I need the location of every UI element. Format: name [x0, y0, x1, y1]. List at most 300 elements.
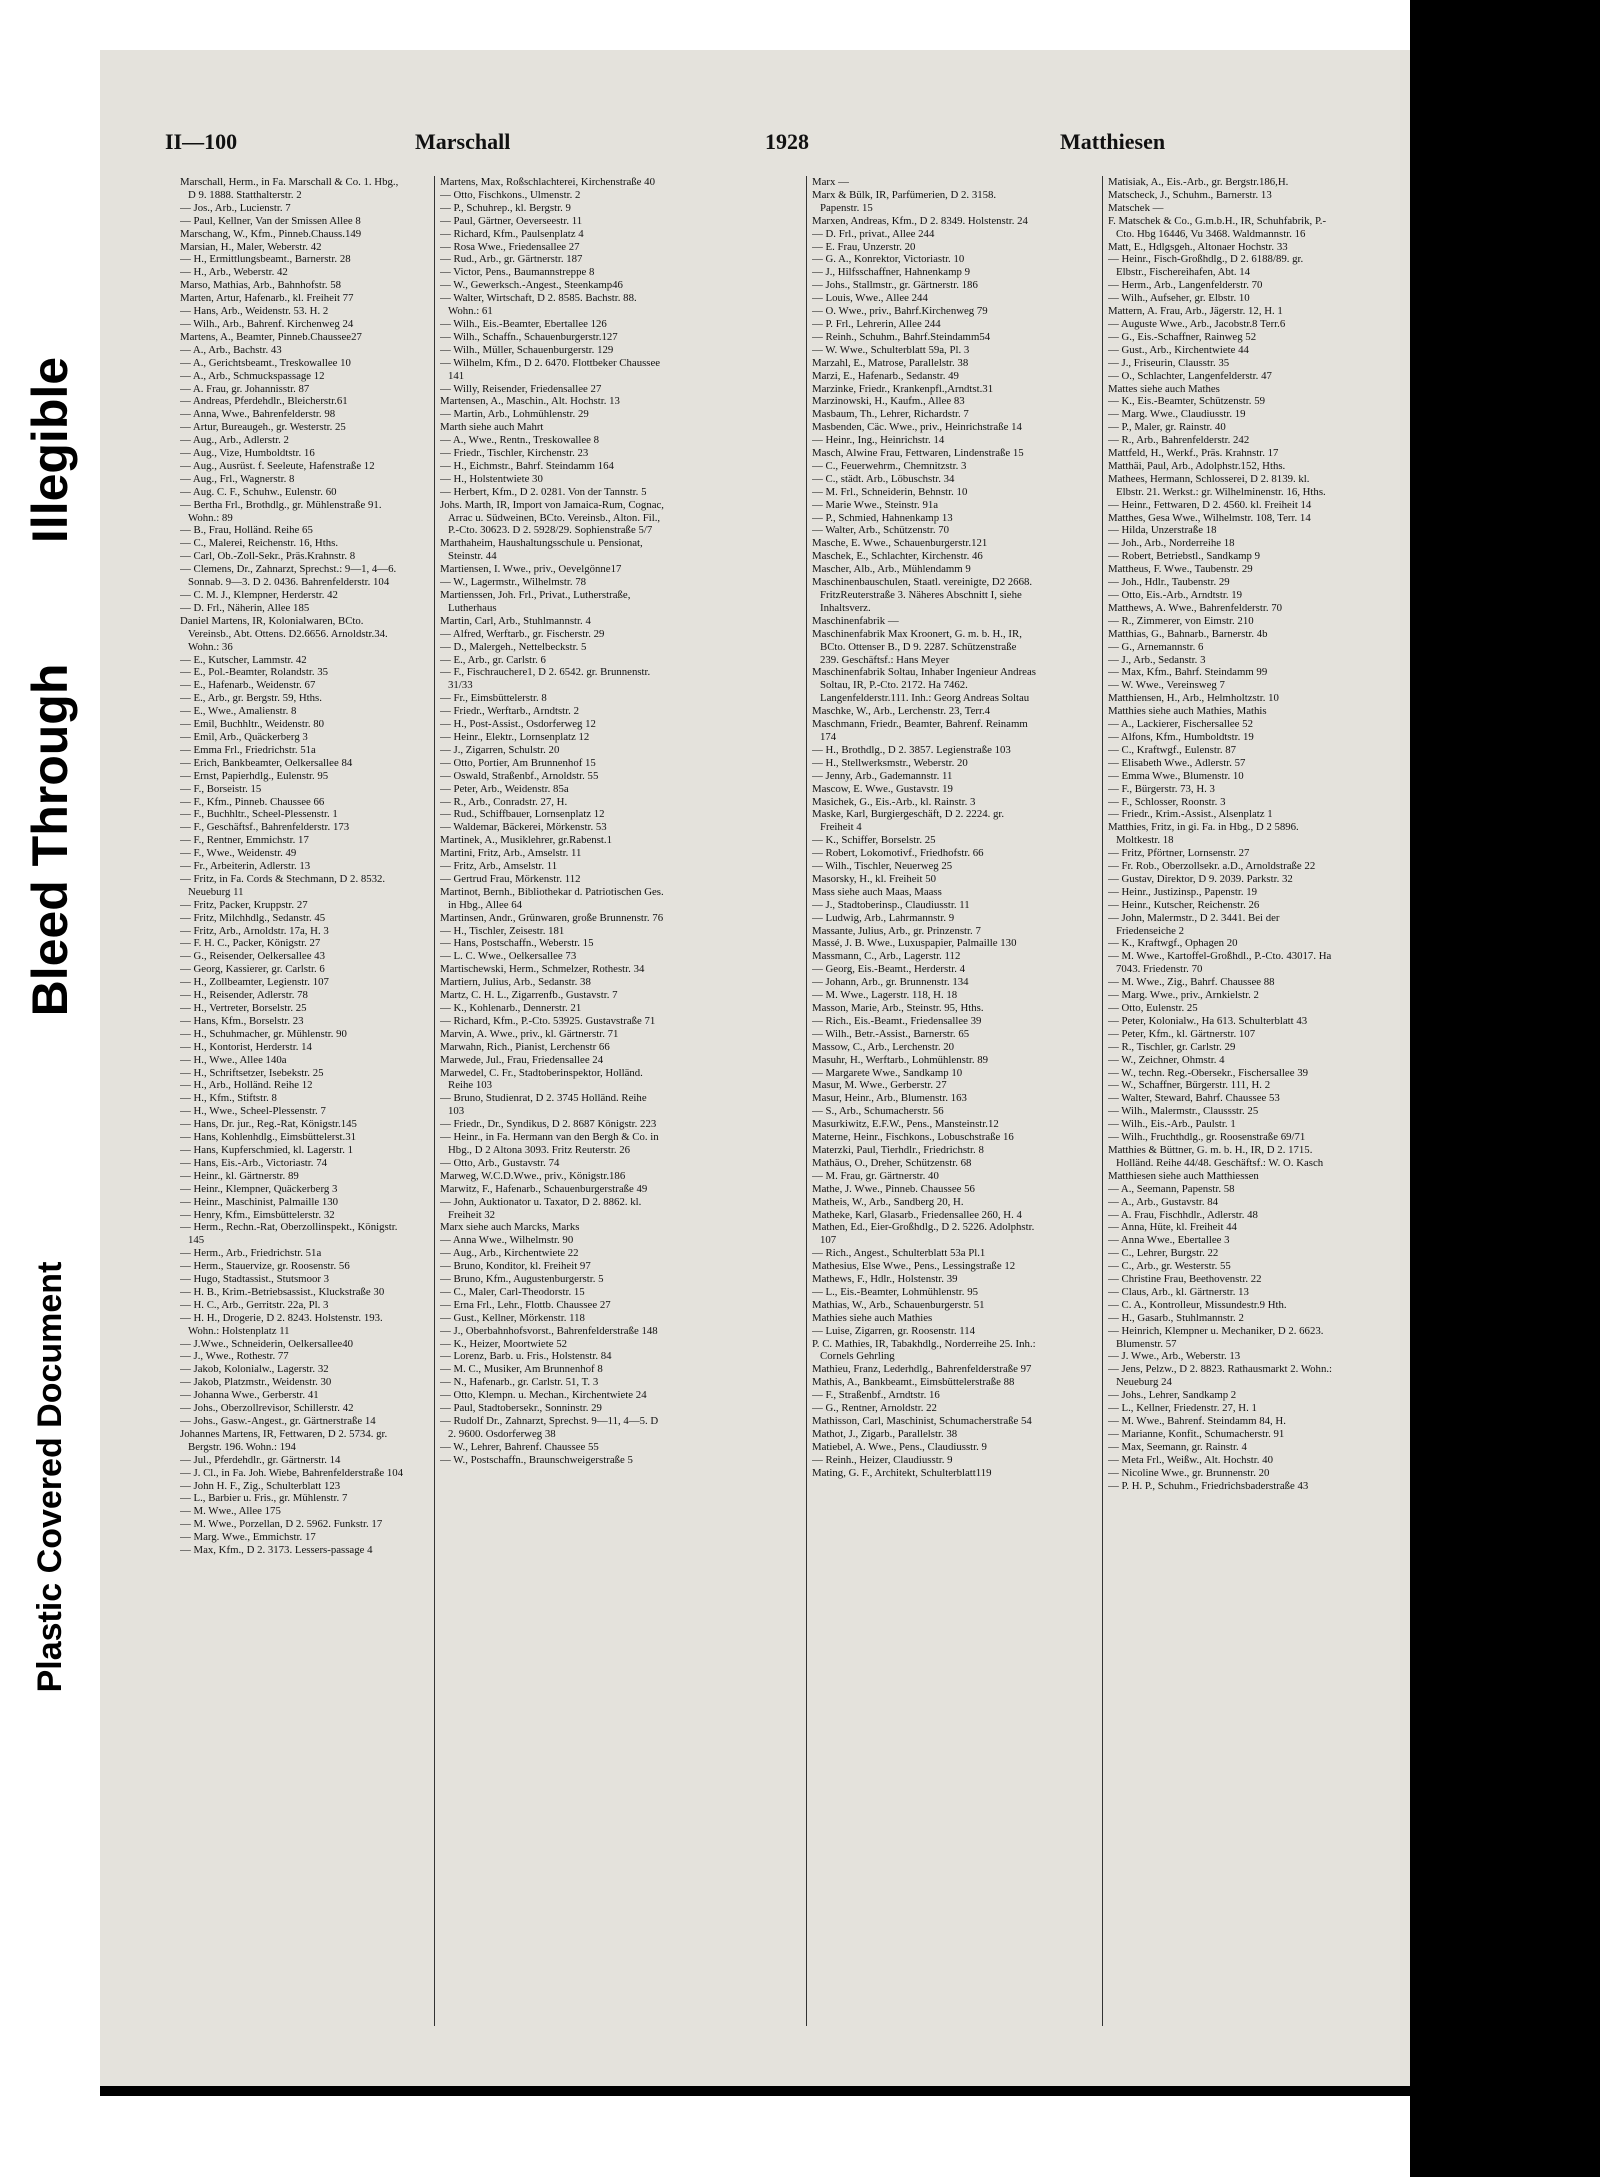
- directory-entry: — Fr., Arbeiterin, Adlerstr. 13: [180, 860, 311, 873]
- directory-entry: Massante, Julius, Arb., gr. Prinzenstr. 7: [812, 924, 981, 937]
- directory-entry: — Aug. C. F., Schuhw., Eulenstr. 60: [180, 485, 337, 498]
- directory-entry: Mass siehe auch Maas, Maass: [812, 885, 942, 898]
- directory-entry: — F., Rentner, Emmichstr. 17: [180, 834, 309, 847]
- directory-entry: — D. Frl., privat., Allee 244: [812, 227, 935, 240]
- directory-entry: — M. Wwe., Bahrenf. Steindamm 84, H.: [1108, 1415, 1286, 1427]
- directory-entry: — E., Wwe., Amalienstr. 8: [180, 705, 297, 718]
- directory-entry: — M. Frl., Schneiderin, Behnstr. 10: [812, 485, 968, 498]
- directory-entry: — Hilda, Unzerstraße 18: [1108, 524, 1217, 537]
- directory-entry: — F., Borseistr. 15: [180, 782, 262, 795]
- directory-entry: — M. Frau, gr. Gärtnerstr. 40: [812, 1169, 939, 1182]
- directory-entry: — E., Pol.-Beamter, Rolandstr. 35: [180, 666, 329, 679]
- directory-entry: Matisiak, A., Eis.-Arb., gr. Bergstr.186,H.: [1108, 176, 1289, 188]
- directory-entry: — Wilh., Müller, Schauenburgerstr. 129: [440, 343, 614, 356]
- directory-entry: — Johs., Oberzollrevisor, Schillerstr. 42: [180, 1402, 354, 1415]
- directory-entry: — W., Zeichner, Ohmstr. 4: [1108, 1053, 1225, 1066]
- directory-entry: — Otto, Klempn. u. Mechan., Kirchentwiete 24: [440, 1389, 647, 1402]
- directory-entry: — Hans, Kfm., Borselstr. 23: [180, 1014, 304, 1027]
- directory-entry: — Friedr., Dr., Syndikus, D 2. 8687 Königstr. 223: [440, 1118, 657, 1131]
- directory-entry: — H., Arb., Holländ. Reihe 12: [180, 1079, 313, 1092]
- directory-entry: — Willy, Reisender, Friedensallee 27: [440, 382, 602, 395]
- directory-entry: — Wilh., Eis.-Beamter, Ebertallee 126: [440, 317, 607, 330]
- directory-entry: — H., Wwe., Scheel-Plessenstr. 7: [180, 1105, 326, 1118]
- directory-entry: Matiebel, A. Wwe., Pens., Claudiusstr. 9: [812, 1440, 987, 1453]
- directory-entry: — Heinr., Justizinsp., Papenstr. 19: [1108, 885, 1258, 898]
- directory-entry: Martens, A., Beamter, Pinneb.Chaussee27: [180, 330, 362, 343]
- directory-entry: — R., Zimmerer, von Eimstr. 210: [1108, 614, 1254, 627]
- column-divider: [806, 176, 807, 2026]
- directory-entry: — C., Kraftwgf., Eulenstr. 87: [1108, 743, 1237, 756]
- directory-entry: — H., Post-Assist., Osdorferweg 12: [440, 718, 596, 731]
- directory-entry: Mascow, E. Wwe., Gustavstr. 19: [812, 782, 953, 795]
- directory-entry: — Marg. Wwe., Emmichstr. 17: [180, 1531, 316, 1544]
- directory-entry: — H., Schuhmacher, gr. Mühlenstr. 90: [180, 1027, 347, 1040]
- directory-entry: — Anna Wwe., Wilhelmstr. 90: [440, 1234, 574, 1247]
- directory-entry: — Bertha Frl., Brothdlg., gr. Mühlenstraße 91. Wohn.: 89: [180, 498, 382, 524]
- directory-entry: — Martin, Arb., Lohmühlenstr. 29: [440, 408, 589, 421]
- directory-entry: Maschek, E., Schlachter, Kirchenstr. 46: [812, 550, 983, 563]
- directory-entry: Maschinenfabrik Max Kroonert, G. m. b. H., IR, BCto. Ottenser B., D 9. 2287. Schützenstraße 239. Geschäftsf.: Hans Meyer: [812, 627, 1022, 666]
- directory-entry: — G., Arnemannstr. 6: [1108, 640, 1204, 653]
- directory-entry: — Johann, Arb., gr. Brunnenstr. 134: [812, 976, 969, 989]
- directory-entry: — H. C., Arb., Gerritstr. 22a, Pl. 3: [180, 1298, 329, 1311]
- directory-entry: — Fritz, Milchhdlg., Sedanstr. 45: [180, 911, 326, 924]
- directory-entry: — A., Seemann, Papenstr. 58: [1108, 1182, 1235, 1195]
- directory-entry: Massmann, C., Arb., Lagerstr. 112: [812, 950, 961, 963]
- header-year: 1928: [765, 129, 809, 154]
- directory-entry: Mascher, Alb., Arb., Mühlendamm 9: [812, 563, 971, 576]
- directory-entry: — J. Wwe., Arb., Weberstr. 13: [1108, 1350, 1241, 1363]
- directory-entry: — Max, Seemann, gr. Rainstr. 4: [1108, 1440, 1247, 1453]
- directory-column-3: [812, 176, 1037, 2036]
- directory-entry: F. Matschek & Co., G.m.b.H., IR, Schuhfabrik, P.-Cto. Hbg 16446, Vu 3468. Waldmannstr. 16: [1108, 214, 1327, 240]
- directory-entry: — Hans, Arb., Weidenstr. 53. H. 2: [180, 305, 329, 318]
- directory-entry: Mattern, A. Frau, Arb., Jägerstr. 12, H. 1: [1108, 305, 1283, 318]
- directory-entry: — John, Auktionator u. Taxator, D 2. 8862. kl. Freiheit 32: [440, 1195, 642, 1221]
- directory-entry: — Artur, Bureaugeh., gr. Westerstr. 25: [180, 421, 346, 434]
- directory-entry: — M. Wwe., Zig., Bahrf. Chaussee 88: [1108, 976, 1275, 989]
- directory-entry: — G., Rentner, Arnoldstr. 22: [812, 1402, 937, 1415]
- directory-entry: — Heinr., Klempner, Quäckerberg 3: [180, 1182, 338, 1195]
- directory-entry: Marzinke, Friedr., Krankenpfl.,Arndtst.31: [812, 382, 994, 395]
- directory-entry: — H., Holstentwiete 30: [440, 472, 543, 485]
- directory-entry: Martienssen, Joh. Frl., Privat., Lutherstraße, Lutherhaus: [440, 589, 631, 614]
- directory-entry: Matschek —: [1108, 201, 1164, 214]
- directory-entry: — A., Lackierer, Fischersallee 52: [1108, 718, 1253, 731]
- directory-entry: — E., Arb., gr. Bergstr. 59, Hths.: [180, 692, 322, 705]
- directory-entry: — Gust., Arb., Kirchentwiete 44: [1108, 343, 1249, 356]
- directory-entry: — H., Wwe., Allee 140a: [180, 1053, 287, 1066]
- directory-entry: — Herm., Arb., Langenfelderstr. 70: [1108, 279, 1263, 292]
- directory-entry: — Lorenz, Barb. u. Fris., Holstenstr. 84: [440, 1350, 612, 1363]
- directory-entry: — Gust., Kellner, Mörkenstr. 118: [440, 1311, 585, 1324]
- directory-entry: — Herm., Stauervize, gr. Roosenstr. 56: [180, 1260, 350, 1273]
- directory-entry: — Georg, Kassierer, gr. Carlstr. 6: [180, 963, 325, 976]
- directory-entry: Materne, Heinr., Fischkons., Lobuschstraße 16: [812, 1131, 1014, 1144]
- directory-entry: — Emil, Arb., Quäckerberg 3: [180, 730, 308, 743]
- directory-entry: Matthews, A. Wwe., Bahrenfelderstr. 70: [1108, 601, 1283, 614]
- directory-entry: — Fr., Eimsbüttelerstr. 8: [440, 692, 547, 705]
- directory-entry: — D., Malergeh., Nettelbeckstr. 5: [440, 640, 587, 653]
- directory-entry: — Jakob, Kolonialw., Lagerstr. 32: [180, 1363, 329, 1376]
- directory-entry: — John, Malermstr., D 2. 3441. Bei der Friedenseiche 2: [1108, 911, 1280, 937]
- directory-entry: Mathis, A., Bankbeamt., Eimsbüttelerstraße 88: [812, 1376, 1015, 1389]
- directory-entry: — Aug., Ausrüst. f. Seeleute, Hafenstraße 12: [180, 459, 375, 472]
- directory-entry: — W. Wwe., Vereinsweg 7: [1108, 679, 1225, 692]
- directory-entry: — Hans, Eis.-Arb., Victoriastr. 74: [180, 1156, 327, 1169]
- directory-entry: — Jul., Pferdehdlr., gr. Gärtnerstr. 14: [180, 1453, 341, 1466]
- directory-entry: Matthias, G., Bahnarb., Barnerstr. 4b: [1108, 627, 1268, 640]
- directory-entry: Mathews, F., Hdlr., Holstenstr. 39: [812, 1273, 958, 1286]
- directory-entry: — Anna Wwe., Ebertallee 3: [1108, 1234, 1230, 1247]
- directory-entry: — A., Gerichtsbeamt., Treskowallee 10: [180, 356, 351, 369]
- directory-entry: — Jos., Arb., Lucienstr. 7: [180, 201, 291, 214]
- directory-entry: — Waldemar, Bäckerei, Mörkenstr. 53: [440, 821, 607, 834]
- directory-entry: — A., Wwe., Rentn., Treskowallee 8: [440, 434, 600, 447]
- directory-entry: — J., Oberbahnhofsvorst., Bahrenfelderstraße 148: [440, 1324, 658, 1337]
- directory-entry: — H. B., Krim.-Betriebsassist., Kluckstraße 30: [180, 1285, 385, 1298]
- directory-entry: Masch, Alwine Frau, Fettwaren, Lindenstraße 15: [812, 447, 1024, 460]
- directory-entry: Mathesius, Else Wwe., Pens., Lessingstraße 12: [812, 1260, 1016, 1273]
- directory-entry: — F., Fischrauchere1, D 2. 6542. gr. Brunnenstr. 31/33: [440, 666, 651, 692]
- directory-entry: — L., Barbier u. Fris., gr. Mühlenstr. 7: [180, 1492, 348, 1505]
- directory-entry: — E., Hafenarb., Weidenstr. 67: [180, 679, 316, 692]
- directory-entry: — F., Geschäftsf., Bahrenfelderstr. 173: [180, 821, 350, 834]
- directory-entry: — Robert, Lokomotivf., Friedhofstr. 66: [812, 847, 984, 860]
- directory-entry: — F., Bürgerstr. 73, H. 3: [1108, 782, 1215, 795]
- directory-entry: Maschinenfabrik Soltau, Inhaber Ingenieur Andreas Soltau, IR, P.-Cto. 2172. Ha 7462. Langenfelderstr.111. Inh.: Georg Andreas Soltau: [812, 666, 1036, 705]
- directory-entry: — Heinr., Fettwaren, D 2. 4560. kl. Freiheit 14: [1108, 498, 1312, 511]
- directory-entry: — S., Arb., Schumacherstr. 56: [812, 1105, 944, 1118]
- directory-entry: — Paul, Kellner, Van der Smissen Allee 8: [180, 214, 361, 227]
- directory-entry: — G. A., Konrektor, Victoriastr. 10: [812, 253, 965, 266]
- directory-entry: — P., Schuhrep., kl. Bergstr. 9: [440, 201, 571, 214]
- directory-entry: — H., Zollbeamter, Legienstr. 107: [180, 976, 329, 989]
- directory-entry: — Emma Wwe., Blumenstr. 10: [1108, 769, 1244, 782]
- directory-entry: Marxen, Andreas, Kfm., D 2. 8349. Holstenstr. 24: [812, 214, 1028, 227]
- directory-entry: — R., Arb., Bahrenfelderstr. 242: [1108, 434, 1250, 447]
- directory-entry: Materzki, Paul, Tierhdlr., Friedrichstr. 8: [812, 1143, 984, 1156]
- directory-entry: Mattes siehe auch Mathes: [1108, 382, 1220, 395]
- directory-entry: — J. Cl., in Fa. Joh. Wiebe, Bahrenfelderstraße 104: [180, 1466, 404, 1479]
- directory-entry: Masbaum, Th., Lehrer, Richardstr. 7: [812, 408, 969, 421]
- directory-entry: — Marg. Wwe., Claudiusstr. 19: [1108, 408, 1246, 421]
- directory-entry: Marzi, E., Hafenarb., Sedanstr. 49: [812, 369, 959, 382]
- column-divider: [1102, 176, 1103, 2026]
- directory-entry: — Wilhelm, Kfm., D 2. 6470. Flottbeker Chaussee 141: [440, 356, 661, 382]
- directory-entry: — Gertrud Frau, Mörkenstr. 112: [440, 872, 581, 885]
- directory-entry: Masur, Heinr., Arb., Blumenstr. 163: [812, 1092, 967, 1105]
- directory-entry: Masuhr, H., Werftarb., Lohmühlenstr. 89: [812, 1053, 989, 1066]
- directory-entry: — Heinr., Ing., Heinrichstr. 14: [812, 434, 945, 447]
- directory-entry: — Paul, Stadtobersekr., Sonninstr. 29: [440, 1402, 602, 1415]
- directory-entry: — C., Feuerwehrm., Chemnitzstr. 3: [812, 459, 967, 472]
- directory-entry: Mattheus, F. Wwe., Taubenstr. 29: [1108, 563, 1253, 576]
- directory-entry: Maschinenfabrik —: [812, 614, 899, 627]
- directory-entry: — W., Gewerksch.-Angest., Steenkamp46: [440, 279, 623, 292]
- directory-entry: — Otto, Fischkons., Ulmenstr. 2: [440, 188, 581, 201]
- directory-entry: — H., Gasarb., Stuhlmannstr. 2: [1108, 1311, 1244, 1324]
- directory-entry: — W., Lagermstr., Wilhelmstr. 78: [440, 576, 587, 589]
- directory-entry: — J., Hilfsschaffner, Hahnenkamp 9: [812, 266, 970, 279]
- directory-entry: — C. A., Kontrolleur, Missundestr.9 Hth.: [1108, 1298, 1287, 1311]
- directory-entry: — Aug., Vize, Humboldtstr. 16: [180, 447, 315, 460]
- directory-entry: — C., Malerei, Reichenstr. 16, Hths.: [180, 537, 339, 550]
- bleed-through-label: Bleed Through: [22, 663, 78, 1017]
- directory-entry: Marwedel, C. Fr., Stadtoberinspektor, Holländ. Reihe 103: [440, 1066, 643, 1092]
- directory-entry: — Wilh., Fruchthdlg., gr. Roosenstraße 69/71: [1108, 1131, 1306, 1144]
- directory-entry: Martin, Carl, Arb., Stuhlmannstr. 4: [440, 614, 591, 627]
- directory-entry: — Hans, Postschaffn., Weberstr. 15: [440, 937, 594, 950]
- directory-entry: — Wilh., Betr.-Assist., Barnerstr. 65: [812, 1027, 970, 1040]
- directory-entry: — Otto, Portier, Am Brunnenhof 15: [440, 756, 596, 769]
- directory-entry: Matthies & Büttner, G. m. b. H., IR, D 2. 1715. Holländ. Reihe 44/48. Geschäftsf.: W. O. Kasch: [1108, 1143, 1324, 1169]
- directory-entry: — Claus, Arb., kl. Gärtnerstr. 13: [1108, 1285, 1249, 1298]
- directory-entry: — M. Wwe., Allee 175: [180, 1505, 281, 1518]
- directory-entry: — Heinr., in Fa. Hermann van den Bergh & Co. in Hbg., D 2 Altona 3093. Fritz Reuterstr. 26: [440, 1131, 659, 1156]
- directory-entry: — Rudolf Dr., Zahnarzt, Sprechst. 9—11, 4—5. D 2. 9600. Osdorferweg 38: [440, 1415, 659, 1440]
- directory-entry: — J.Wwe., Schneiderin, Oelkersallee40: [180, 1337, 353, 1350]
- directory-entry: — C. M. J., Klempner, Herderstr. 42: [180, 589, 338, 601]
- directory-entry: — Bruno, Konditor, kl. Freiheit 97: [440, 1260, 591, 1273]
- directory-entry: Marzahl, E., Matrose, Parallelstr. 38: [812, 356, 969, 369]
- directory-entry: Martiensen, I. Wwe., priv., Oevelgönne17: [440, 563, 622, 576]
- directory-entry: — J., Arb., Sedanstr. 3: [1108, 653, 1206, 666]
- directory-entry: — Joh., Arb., Norderreihe 18: [1108, 537, 1235, 550]
- directory-entry: Marvin, A. Wwe., priv., kl. Gärtnerstr. 71: [440, 1027, 619, 1040]
- directory-entry: — O., Schlachter, Langenfelderstr. 47: [1108, 369, 1272, 382]
- directory-entry: — Meta Frl., Weißw., Alt. Hochstr. 40: [1108, 1453, 1273, 1466]
- directory-entry: — H., Arb., Weberstr. 42: [180, 266, 288, 279]
- directory-entry: Matthies, Fritz, in gi. Fa. in Hbg., D 2 5896. Moltkestr. 18: [1108, 821, 1299, 847]
- directory-entry: — Joh., Hdlr., Taubenstr. 29: [1108, 576, 1230, 589]
- directory-entry: Martinsen, Andr., Grünwaren, große Brunnenstr. 76: [440, 911, 664, 924]
- directory-entry: — C., Arb., gr. Westerstr. 55: [1108, 1260, 1231, 1273]
- directory-entry: Matscheck, J., Schuhm., Barnerstr. 13: [1108, 188, 1272, 201]
- directory-entry: — Wilh., Aufseher, gr. Elbstr. 10: [1108, 292, 1250, 305]
- directory-entry: — Heinrich, Klempner u. Mechaniker, D 2. 6623. Blumenstr. 57: [1108, 1324, 1324, 1350]
- directory-entry: — C., Maler, Carl-Theodorstr. 15: [440, 1285, 585, 1298]
- directory-entry: — C., Lehrer, Burgstr. 22: [1108, 1247, 1219, 1260]
- directory-entry: — H., Kfm., Stiftstr. 8: [180, 1092, 277, 1105]
- directory-entry: — Heinr., Maschinist, Palmaille 130: [180, 1195, 339, 1208]
- directory-entry: — N., Hafenarb., gr. Carlstr. 51, T. 3: [440, 1376, 599, 1389]
- directory-entry: — Heinr., Kutscher, Reichenstr. 26: [1108, 898, 1260, 911]
- directory-entry: Masurkiwitz, E.F.W., Pens., Mansteinstr.12: [812, 1118, 999, 1131]
- directory-entry: — P., Schmied, Hahnenkamp 13: [812, 511, 953, 524]
- directory-entry: — Wilh., Tischler, Neuerweg 25: [812, 860, 953, 873]
- directory-entry: Marth siehe auch Mahrt: [440, 421, 544, 434]
- directory-column-2: [440, 176, 665, 2036]
- directory-entry: — Fritz, in Fa. Cords & Stechmann, D 2. 8532. Neueburg 11: [180, 872, 386, 898]
- directory-entry: Matheke, Karl, Glasarb., Friedensallee 260, H. 4: [812, 1208, 1022, 1221]
- directory-entry: — Friedr., Tischler, Kirchenstr. 23: [440, 447, 589, 460]
- directory-entry: — Alfred, Werftarb., gr. Fischerstr. 29: [440, 627, 605, 640]
- directory-entry: — Ernst, Papierhdlg., Eulenstr. 95: [180, 769, 329, 782]
- directory-entry: Marten, Artur, Hafenarb., kl. Freiheit 77: [180, 292, 354, 305]
- directory-entry: — Rud., Schiffbauer, Lornsenplatz 12: [440, 808, 605, 821]
- directory-entry: — G., Eis.-Schaffner, Rainweg 52: [1108, 330, 1257, 343]
- plastic-covered-label: Plastic Covered Document: [31, 1261, 69, 1693]
- directory-entry: — Margarete Wwe., Sandkamp 10: [812, 1066, 963, 1079]
- directory-entry: — Marie Wwe., Steinstr. 91a: [812, 498, 939, 511]
- directory-entry: Marweg, W.C.D.Wwe., priv., Königstr.186: [440, 1169, 626, 1182]
- directory-entry: Maschke, W., Arb., Lerchenstr. 23, Terr.4: [812, 705, 991, 718]
- directory-entry: — Elisabeth Wwe., Adlerstr. 57: [1108, 756, 1246, 769]
- directory-column-1: [180, 176, 405, 2036]
- directory-entry: — W., Postschaffn., Braunschweigerstraße 5: [440, 1453, 633, 1466]
- directory-entry: Maschinenbauschulen, Staatl. vereinigte, D2 2668. FritzReuterstraße 3. Näheres Abschnitt I, siehe Inhaltsverz.: [812, 576, 1033, 614]
- directory-entry: Masche, E. Wwe., Schauenburgerstr.121: [812, 537, 988, 550]
- directory-entry: — Fritz, Arb., Amselstr. 11: [440, 860, 558, 873]
- directory-entry: — Louis, Wwe., Allee 244: [812, 292, 928, 305]
- directory-entry: Mathieu, Franz, Lederhdlg., Bahrenfelderstraße 97: [812, 1363, 1032, 1376]
- directory-entry: — Hans, Kohlenhdlg., Eimsbüttelerst.31: [180, 1131, 357, 1144]
- directory-entry: — Wilh., Malermstr., Claussstr. 25: [1108, 1105, 1259, 1118]
- directory-entry: — Jakob, Platzmstr., Weidenstr. 30: [180, 1376, 332, 1389]
- directory-entry: — F., Schlosser, Roonstr. 3: [1108, 795, 1226, 808]
- directory-entry: — M. Wwe., Kartoffel-Großhdl., P.-Cto. 43017. Ha 7043. Friedenstr. 70: [1108, 950, 1332, 976]
- directory-entry: — F., Straßenbf., Arndtstr. 16: [812, 1389, 940, 1402]
- directory-entry: Marx siehe auch Marcks, Marks: [440, 1221, 580, 1234]
- directory-entry: — Peter, Kolonialw., Ha 613. Schulterblatt 43: [1108, 1014, 1308, 1027]
- directory-entry: — H., Vertreter, Borselstr. 25: [180, 1002, 307, 1014]
- directory-entry: — Richard, Kfm., Paulsenplatz 4: [440, 227, 584, 240]
- directory-entry: — Walter, Arb., Schützenstr. 70: [812, 524, 950, 537]
- directory-entry: — Alfons, Kfm., Humboldtstr. 19: [1108, 730, 1254, 743]
- directory-entry: — Otto, Eulenstr. 25: [1108, 1002, 1198, 1014]
- directory-entry: — Johanna Wwe., Gerberstr. 41: [180, 1389, 319, 1402]
- directory-entry: — Heinr., Elektr., Lornsenplatz 12: [440, 730, 590, 743]
- directory-entry: — Peter, Arb., Weidenstr. 85a: [440, 782, 569, 795]
- directory-entry: Daniel Martens, IR, Kolonialwaren, BCto. Vereinsb., Abt. Ottens. D2.6656. Arnoldstr.34. Wohn.: 36: [180, 614, 388, 653]
- directory-entry: — Reinh., Heizer, Claudiusstr. 9: [812, 1453, 953, 1466]
- directory-entry: — Johs., Stallmstr., gr. Gärtnerstr. 186: [812, 279, 978, 292]
- directory-entry: Mathe, J. Wwe., Pinneb. Chaussee 56: [812, 1182, 975, 1195]
- directory-entry: — Emil, Buchhltr., Weidenstr. 80: [180, 718, 325, 731]
- directory-entry: — Gustav, Direktor, D 9. 2039. Parkstr. 32: [1108, 872, 1293, 885]
- directory-entry: — Fr. Rob., Oberzollsekr. a.D., Arnoldstraße 22: [1108, 860, 1316, 873]
- directory-entry: — L., Kellner, Friedenstr. 27, H. 1: [1108, 1402, 1257, 1415]
- directory-entry: Masson, Marie, Arb., Steinstr. 95, Hths.: [812, 1002, 984, 1014]
- directory-entry: — Reinh., Schuhm., Bahrf.Steindamm54: [812, 330, 991, 343]
- directory-entry: Mathäus, O., Dreher, Schützenstr. 68: [812, 1156, 972, 1169]
- directory-entry: Masur, M. Wwe., Gerberstr. 27: [812, 1079, 947, 1092]
- directory-entry: — Rosa Wwe., Friedensallee 27: [440, 240, 580, 253]
- directory-entry: — Christine Frau, Beethovenstr. 22: [1108, 1273, 1262, 1286]
- directory-entry: Maske, Karl, Burgiergeschäft, D 2. 2224. gr. Freiheit 4: [812, 808, 1005, 834]
- directory-entry: — F. H. C., Packer, Königstr. 27: [180, 937, 321, 950]
- directory-entry: — W. Wwe., Schulterblatt 59a, Pl. 3: [812, 343, 970, 356]
- header-first-name: Marschall: [415, 129, 511, 154]
- directory-entry: — H. H., Drogerie, D 2. 8243. Holstenstr. 193. Wohn.: Holstenplatz 11: [180, 1311, 383, 1337]
- directory-entry: Marwede, Jul., Frau, Friedensallee 24: [440, 1053, 604, 1066]
- directory-entry: — Bruno, Kfm., Augustenburgerstr. 5: [440, 1273, 604, 1286]
- directory-entry: Mathot, J., Zigarb., Parallelstr. 38: [812, 1427, 958, 1440]
- directory-entry: Mattfeld, H., Werkf., Präs. Krahnstr. 17: [1108, 447, 1279, 460]
- directory-entry: — W., Lehrer, Bahrenf. Chaussee 55: [440, 1440, 599, 1453]
- directory-entry: — A., Arb., Schmuckspassage 12: [180, 369, 325, 382]
- directory-entry: Matt, E., Hdlgsgeh., Altonaer Hochstr. 33: [1108, 240, 1288, 253]
- directory-entry: — Anna, Wwe., Bahrenfelderstr. 98: [180, 408, 336, 421]
- directory-entry: P. C. Mathies, IR, Tabakhdlg., Norderreihe 25. Inh.: Cornels Gehrling: [812, 1337, 1036, 1363]
- directory-entry: — Jens, Pelzw., D 2. 8823. Rathausmarkt 2. Wohn.: Neueburg 24: [1108, 1363, 1333, 1389]
- directory-entry: — Max, Kfm., D 2. 3173. Lessers-passage 4: [180, 1544, 373, 1557]
- directory-entry: — Luise, Zigarren, gr. Roosenstr. 114: [812, 1324, 976, 1337]
- directory-entry: Matthies siehe auch Mathies, Mathis: [1108, 705, 1267, 718]
- directory-entry: — Herm., Rechn.-Rat, Oberzollinspekt., Königstr. 145: [180, 1221, 398, 1247]
- directory-entry: Martischewski, Herm., Schmelzer, Rothestr. 34: [440, 963, 645, 976]
- directory-entry: Mathies siehe auch Mathies: [812, 1311, 933, 1324]
- directory-entry: — Marianne, Konfit., Schumacherstr. 91: [1108, 1427, 1285, 1440]
- directory-entry: Martinek, A., Musiklehrer, gr.Rabenst.1: [440, 834, 612, 847]
- directory-entry: — Walter, Wirtschaft, D 2. 8585. Bachstr. 88. Wohn.: 61: [440, 292, 637, 318]
- directory-entry: Marx —: [812, 176, 849, 188]
- directory-entry: Martinot, Bernh., Bibliothekar d. Patriotischen Ges. in Hbg., Allee 64: [440, 885, 664, 911]
- directory-entry: — Hans, Kupferschmied, kl. Lagerstr. 1: [180, 1143, 354, 1156]
- directory-entry: Martensen, A., Maschin., Alt. Hochstr. 13: [440, 395, 620, 408]
- directory-entry: — Carl, Ob.-Zoll-Sekr., Präs.Krahnstr. 8: [180, 550, 356, 563]
- directory-entry: — Herbert, Kfm., D 2. 0281. Von der Tannstr. 5: [440, 485, 647, 498]
- directory-entry: — H., Schriftsetzer, Isebekstr. 25: [180, 1066, 324, 1079]
- directory-entry: — O. Wwe., priv., Bahrf.Kirchenweg 79: [812, 305, 988, 318]
- directory-entry: — Jenny, Arb., Gademannstr. 11: [812, 769, 953, 782]
- illegible-label: Illegible: [22, 356, 78, 544]
- directory-entry: — Aug., Arb., Adlerstr. 2: [180, 434, 289, 447]
- directory-entry: — Hugo, Stadtassist., Stutsmoor 3: [180, 1273, 330, 1286]
- directory-entry: — D. Frl., Näherin, Allee 185: [180, 601, 310, 614]
- directory-entry: — Friedr., Krim.-Assist., Alsenplatz 1: [1108, 808, 1273, 821]
- directory-entry: — Aug., Arb., Kirchentwiete 22: [440, 1247, 579, 1260]
- directory-entry: — H., Reisender, Adlerstr. 78: [180, 989, 308, 1002]
- directory-entry: — Auguste Wwe., Arb., Jacobstr.8 Terr.6: [1108, 317, 1286, 330]
- directory-entry: — Robert, Betriebstl., Sandkamp 9: [1108, 550, 1261, 563]
- directory-entry: Martz, C. H. L., Zigarrenfb., Gustavstr. 7: [440, 989, 618, 1002]
- directory-entry: Johs. Marth, IR, Import von Jamaica-Rum, Cognac, Arrac u. Südweinen, BCto. Vereinsb., Alton. Fil., P.-Cto. 30623. D 2. 5928/29. Sophienstraße 5/7: [440, 498, 664, 537]
- directory-entry: Masorsky, H., kl. Freiheit 50: [812, 872, 937, 885]
- directory-entry: Mating, G. F., Architekt, Schulterblatt119: [812, 1466, 992, 1479]
- directory-entry: — Otto, Eis.-Arb., Arndtstr. 19: [1108, 589, 1243, 601]
- directory-entry: Martini, Fritz, Arb., Amselstr. 11: [440, 847, 582, 860]
- directory-entry: Mathias, W., Arb., Schauenburgerstr. 51: [812, 1298, 985, 1311]
- directory-entry: — M. Wwe., Lagerstr. 118, H. 18: [812, 989, 958, 1002]
- directory-entry: — F., Buchhltr., Scheel-Plessenstr. 1: [180, 808, 338, 821]
- directory-entry: — H., Tischler, Zeisestr. 181: [440, 924, 565, 937]
- directory-entry: — Clemens, Dr., Zahnarzt, Sprechst.: 9—1, 4—6. Sonnab. 9—3. D 2. 0436. Bahrenfelderstr. 104: [180, 563, 397, 589]
- directory-entry: Matthiensen, H., Arb., Helmholtzstr. 10: [1108, 692, 1279, 705]
- directory-entry: — L., Eis.-Beamter, Lohmühlenstr. 95: [812, 1285, 978, 1298]
- directory-entry: Johannes Martens, IR, Fettwaren, D 2. 5734. gr. Bergstr. 196. Wohn.: 194: [180, 1427, 388, 1453]
- directory-entry: Maschmann, Friedr., Beamter, Bahrenf. Reinamm 174: [812, 718, 1028, 743]
- directory-entry: — J., Zigarren, Schulstr. 20: [440, 743, 560, 756]
- directory-entry: — Andreas, Pferdehdlr., Bleicherstr.61: [180, 395, 348, 408]
- directory-entry: — Rich., Eis.-Beamt., Friedensallee 39: [812, 1014, 982, 1027]
- directory-entry: — A. Frau, gr. Johannisstr. 87: [180, 382, 310, 395]
- directory-entry: — E., Kutscher, Lammstr. 42: [180, 653, 307, 666]
- directory-entry: Marx & Bülk, IR, Parfümerien, D 2. 3158. Papenstr. 15: [812, 188, 997, 214]
- directory-entry: — A. Frau, Fischhdlr., Adlerstr. 48: [1108, 1208, 1258, 1221]
- directory-entry: Massé, J. B. Wwe., Luxuspapier, Palmaille 130: [812, 937, 1017, 950]
- directory-entry: — Hans, Dr. jur., Reg.-Rat, Königstr.145: [180, 1118, 357, 1131]
- directory-entry: — W., Schaffner, Bürgerstr. 111, H. 2: [1108, 1079, 1271, 1092]
- directory-entry: — John H. F., Zig., Schulterblatt 123: [180, 1479, 341, 1492]
- directory-entry: — Friedr., Werftarb., Arndtstr. 2: [440, 705, 579, 718]
- column-divider: [434, 176, 435, 2026]
- directory-entry: — Wilh., Arb., Bahrenf. Kirchenweg 24: [180, 317, 354, 330]
- directory-entry: — P. H. P., Schuhm., Friedrichsbaderstraße 43: [1108, 1479, 1309, 1492]
- directory-entry: Marzinowski, H., Kaufm., Allee 83: [812, 395, 965, 408]
- directory-entry: Mathen, Ed., Eier-Großhdlg., D 2. 5226. Adolphstr. 107: [812, 1221, 1035, 1247]
